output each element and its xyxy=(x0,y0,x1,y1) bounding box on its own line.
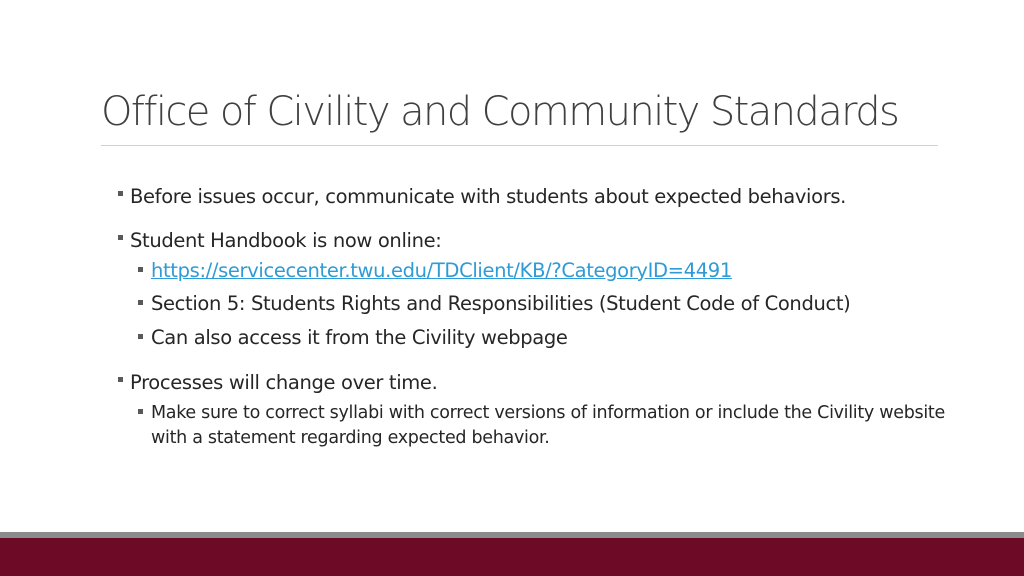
bullet-text: Before issues occur, communicate with students about expected behaviors. xyxy=(130,185,847,208)
sub-bullet-text: Make sure to correct syllabi with correct versions of information or include the Civility website with a statement regarding expected behavior. xyxy=(151,403,945,448)
slide-title: Office of Civility and Community Standards xyxy=(101,89,899,135)
title-divider xyxy=(101,145,938,146)
square-bullet-icon xyxy=(118,377,123,382)
bullet-text: Student Handbook is now online: xyxy=(130,229,442,252)
sub-bullet-text: Section 5: Students Rights and Responsibilities (Student Code of Conduct) xyxy=(151,292,851,315)
square-bullet-icon xyxy=(138,409,143,414)
square-bullet-icon xyxy=(118,191,123,196)
sub-bullet-text: Can also access it from the Civility webpage xyxy=(151,326,568,349)
square-bullet-icon xyxy=(138,334,143,339)
handbook-link[interactable]: https://servicecenter.twu.edu/TDClient/KB/?CategoryID=4491 xyxy=(151,259,732,282)
square-bullet-icon xyxy=(118,235,123,240)
square-bullet-icon xyxy=(138,267,143,272)
square-bullet-icon xyxy=(138,300,143,305)
bullet-text: Processes will change over time. xyxy=(130,371,438,394)
footer-maroon-band xyxy=(0,538,1024,576)
